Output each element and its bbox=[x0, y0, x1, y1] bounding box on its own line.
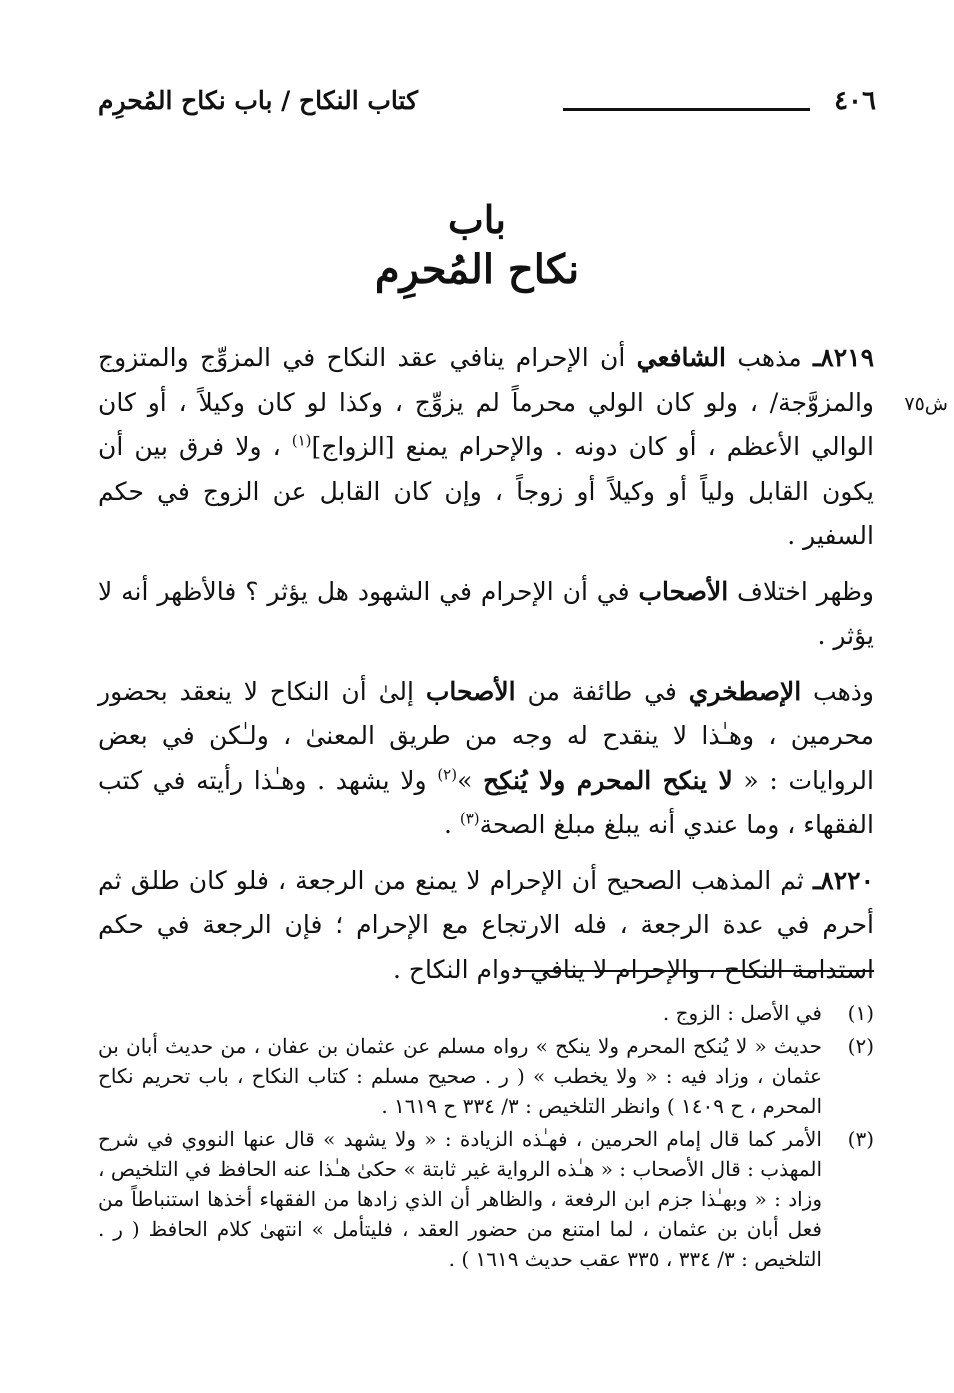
bold-name: الشافعي bbox=[636, 343, 727, 372]
issue-number: ٨٢١٩ـ bbox=[812, 343, 875, 372]
footnote-text: في الأصل : الزوج . bbox=[662, 1001, 822, 1025]
page-header bbox=[98, 84, 876, 124]
issue-number: ٨٢٢٠ـ bbox=[812, 865, 874, 895]
paragraph-witnesses: وظهر اختلاف الأصحاب في أن الإحرام في الشهود هل يؤثر ؟ فالأظهر أنه لا يؤثر . bbox=[98, 576, 874, 650]
footnote-ref-3: (٣) bbox=[459, 809, 480, 828]
margin-note: ش٧٥ bbox=[904, 393, 948, 415]
footnote-text: الأمر كما قال إمام الحرمين ، فهـٰذه الزيادة : « ولا يشهد » قال عنها النووي في شرح المهذب : قال الأصحاب : « هـٰذه الرواية غير ثابتة » حكىٰ هـٰذا عنه الحافظ في التلخيص ، وزاد : « وبهـٰذا جزم ابن الرفعة ، والظاهر أن الذي زادها من الفقهاء أخذها استنباطاً من فعل أبان بن عثمان ، لما امتنع من حضور العقد ، فليتأمل » انتهىٰ كلام الحافظ ( ر . التلخيص : ٣/ ٣٣٤ ، ٣٣٥ عقب حديث ١٦١٩ ) . bbox=[98, 1127, 822, 1271]
footnotes bbox=[98, 998, 874, 1277]
chapter-title-line1: باب bbox=[448, 197, 506, 242]
page-number: ٤٠٦ bbox=[834, 86, 876, 116]
paragraph-8219: ٨٢١٩ـ مذهب الشافعي أن الإحرام ينافي عقد النكاح في المزوِّج والمتزوج والمزوَّجة/ ، ولو كان الولي محرماً لم يزوِّج ، وكذا لو كان وكيلاً ، أو كان الوالي الأعظم ، أو كان دونه . والإحرام يمنع [الزواج]$^{(١)}$ ، ولا فرق بين أن يكون القابل ولياً أو وكيلاً أو زوجاً ، وإن كان القابل عن الزوج في حكم السفير . bbox=[98, 343, 875, 550]
paragraph-8220: ٨٢٢٠ـ ثم المذهب الصحيح أن الإحرام لا يمنع من الرجعة ، فلو كان طلق ثم أحرم في عدة الرجعة ، فله الارتجاع مع الإحرام ؛ فإن الرجعة في حكم استدامة النكاح ، والإحرام لا ينافي دوام النكاح . bbox=[98, 865, 874, 984]
chapter-title bbox=[0, 196, 954, 296]
footnote-ref-1: (١) bbox=[291, 431, 312, 450]
running-title: كتاب النكاح / باب نكاح المُحرِم bbox=[98, 86, 418, 115]
bold-name: الإصطخري bbox=[688, 676, 802, 706]
footnote bbox=[98, 1031, 874, 1121]
footnote bbox=[98, 998, 874, 1028]
paragraph-istakhri: وذهب الإصطخري في طائفة من الأصحاب إلىٰ أن النكاح لا ينعقد بحضور محرمين ، وهـٰذا لا ينقدح له وجه من طريق المعنىٰ ، ولـٰكن في بعض الروايات : « لا ينكح المحرم ولا يُنكِح »$^{(٢)}$ ولا يشهد . وهـٰذا رأيته في كتب الفقهاء ، وما عندي أنه يبلغ مبلغ الصحة$^{(٣)}$ . bbox=[98, 676, 874, 839]
chapter-title-line2: نكاح المُحرِم bbox=[374, 246, 580, 293]
footnote bbox=[98, 1124, 874, 1274]
footnote-number: (١) bbox=[847, 1001, 874, 1025]
bold-name: الأصحاب bbox=[425, 676, 516, 706]
main-text bbox=[98, 336, 874, 992]
footnote-number: (٢) bbox=[847, 1034, 874, 1058]
footnote-text: حديث « لا يُنكح المحرم ولا ينكح » رواه مسلم عن عثمان بن عفان ، من حديث أبان بن عثمان ، وزاد فيه : « ولا يخطب » ( ر . صحيح مسلم : كتاب النكاح ، باب تحريم نكاح المحرم ، ح ١٤٠٩ ) وانظر التلخيص : ٣/ ٣٣٤ ح ١٦١٩ . bbox=[98, 1034, 822, 1118]
header-rule bbox=[563, 108, 810, 111]
footnote-number: (٣) bbox=[847, 1127, 874, 1151]
footnote-ref-2: (٢) bbox=[437, 765, 458, 784]
bold-name: الأصحاب bbox=[638, 576, 729, 606]
hadith-quote: لا ينكح المحرم ولا يُنكِح bbox=[483, 765, 733, 795]
footnote-separator bbox=[514, 970, 874, 972]
